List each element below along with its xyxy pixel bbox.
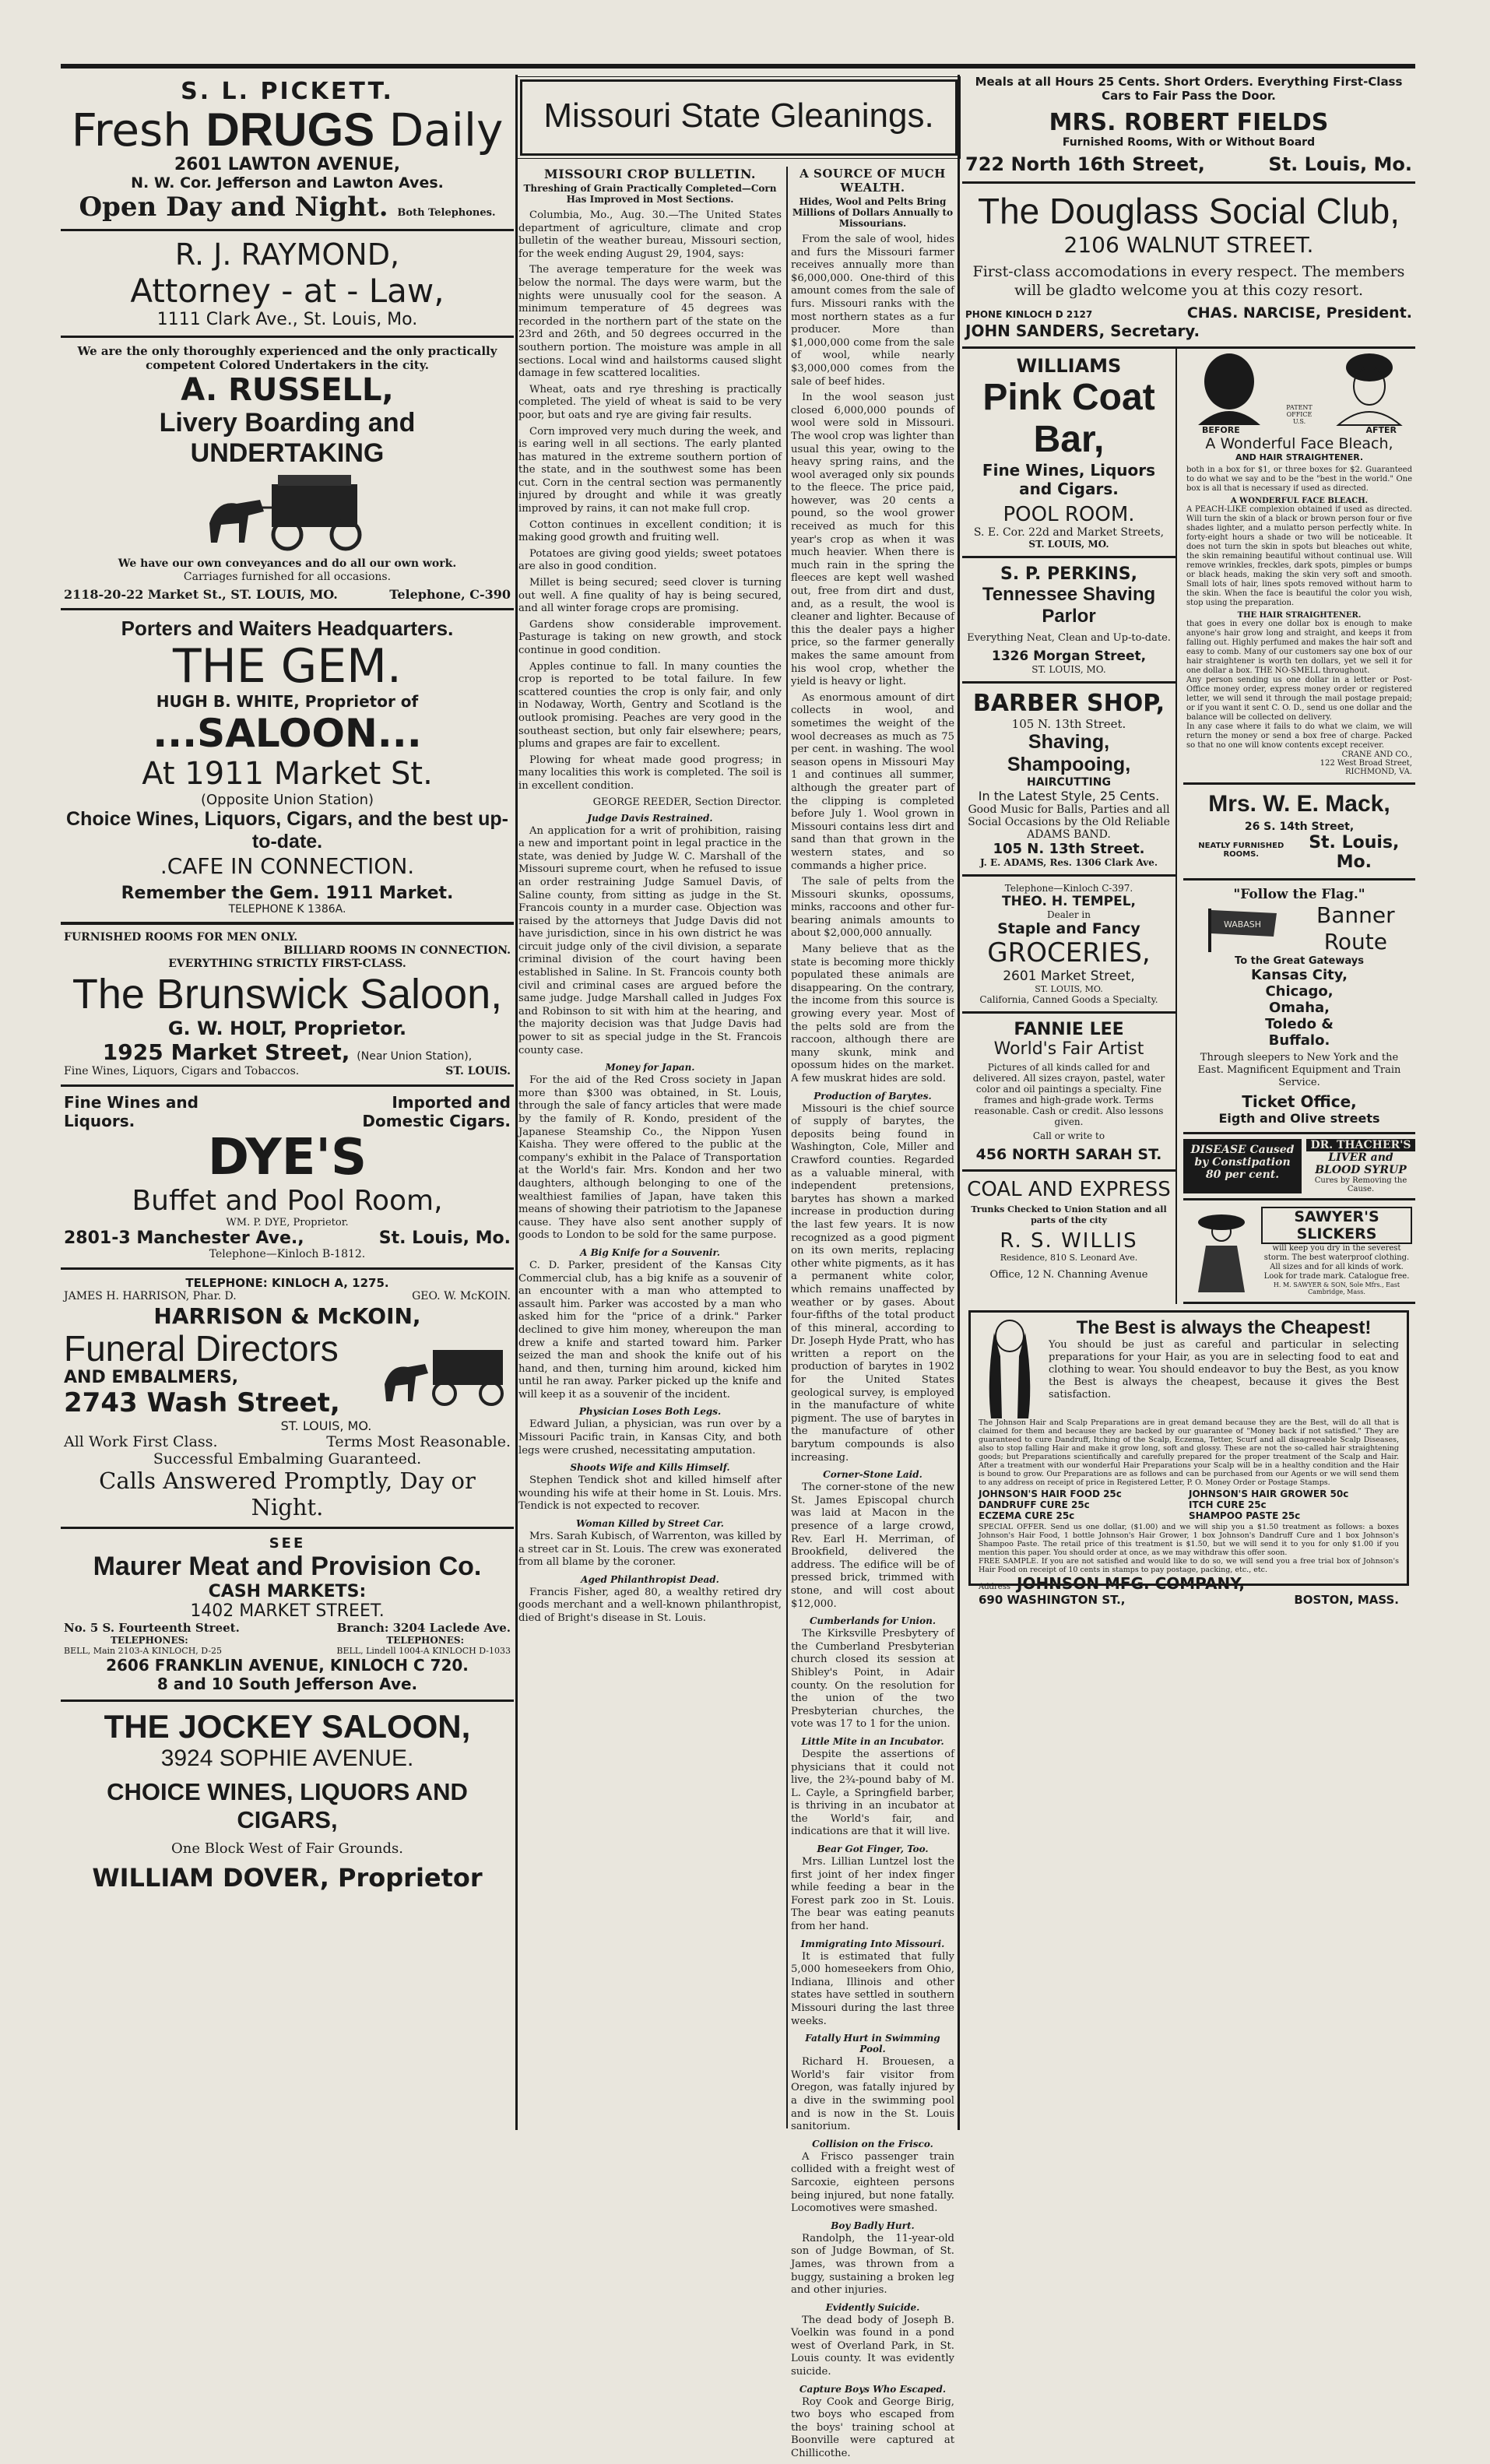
maurer-ad: SEE Maurer Meat and Provision Co. CASH MARKETS: 1402 MARKET STREET. No. 5 S. Fourteenth Street. Branch: 3204 Laclede Ave. TELEPHONES: TELEPHONES: BELL, Main 2103-A KINLOCH, D-25 BELL, Lindell 1004-A KINLOCH D-1033 2606 FRANKLIN AVENUE, KINLOCH C 720. 8 and 10 South Jefferson Ave. <box>61 1529 514 1702</box>
woman-before-icon <box>1186 350 1272 425</box>
face-bleach-ad: PATENT OFFICE U.S. BEFORE AFTER A Wonderful Face Bleach, AND HAIR STRAIGHTENER. both in a box for $1, or three boxes for $2. Guaranteed to do what we say and to be the "best in the world." One box is all that is necessary if used as directed. A WONDERFUL FACE BLEACH. A PEACH-LIKE complexion obtained if used as directed. Will turn the skin of a black or brown person four or five shades lighter, and a mulatto person perfectly white. In forty-eight hours a shade or two will be noticeable. It does not turn the skin in spots but bleaches out white, the skin remaining beautiful without continual use. Will remove wrinkles, freckles, dark spots, pimples or bumps or black heads, making the skin very soft and smooth. Small lots of hair, lines spots removed without harm to the skin. When the face is beautiful the color you wish, stop using the preparation. THE HAIR STRAIGHTENER. that goes in every one dollar box is enough to make anyone's hair grow long and straight, and keeps it from falling out. Highly perfumed and makes the hair soft and easy to comb. Many of our customers say one box of our hair straightener is worth ten dollars, yet we sell it for one dollar a box. THE NO-SMELL throughout. Any person sending us one dollar in a letter or Post-Office money order, express money order or registered letter, we will send it through the mail postage prepaid; or if you want it sent C. O. D., send us one dollar and the balance will be collected on delivery. In any case where it fails to do what we claim, we will return the money or send a box free of charge. Packed so that no one will know contents except receiver. CRANE AND CO., 122 West Broad Street, RICHMOND, VA. <box>1183 349 1415 785</box>
man-in-slicker-icon <box>1186 1207 1256 1292</box>
gem-ad: Porters and Waiters Headquarters. THE GEM. HUGH B. WHITE, Proprietor of ...SALOON... At 1911 Market St. (Opposite Union Station) Choice Wines, Liquors, Cigars, and the best up-to-date. .CAFE IN CONNECTION. Remember the Gem. 1911 Market. TELEPHONE K 1386A. <box>61 610 514 925</box>
johnson-ad: The Best is always the Cheapest! You should be just as careful and particular in selecting preparations for your Hair, as you are in selecting food to eat and clothing to wear. You should endeavor to buy the Best, as you know the Best is always the cheapest, because it gives the Best satisfaction. The Johnson Hair and Scalp Preparations are in great demand because they are the Best, will do all that is claimed for them and because they are backed by our guarantee of "Money back if not satisfied." They are guaranteed to cure Dandruff, Itching of the Scalp, Eczema, Tetter, Scurf and all disagreeable Scalp Diseases, also to stop falling Hair and make it grow long, soft and glossy. These are not the so-called hair straightening goods; but Preparations scientifically and carefully prepared for the proper treatment of the Scalp and Hair. After a treatment with our wonderful Hair Preparations your Scalp will be in a healthy condition and the Hair is bound to grow. Our Preparations are as follows and can be purchased from our Agents or we will send them to any address on receipt of price in Registered Letter, P. O. Money Order or Postage Stamps. JOHNSON'S HAIR FOOD 25c JOHNSON'S HAIR GROWER 50c DANDRUFF CURE 25c ITCH CURE 25c ECZEMA CURE 25c SHAMPOO PASTE 25c SPECIAL OFFER. Send us one dollar, ($1.00) and we will ship you a $1.50 treatment as follows: a boxes Johnson's Hair Food, 1 bottle Johnson's Hair Grower, 1 box Johnson's Dandruff Cure and 1 box Johnson's Shampoo Paste. The retail price of this treatment is $1.50, but we will send it to you for only $1.00 if you mention this paper. You should order at once, as we may withdraw this offer soon. FREE SAMPLE. If you are not satisfied and would like to do so, we will send you a free trial box of Johnson's Hair Food on receipt of 10 cents in stamps to pay postage, packing, etc., etc. Address JOHNSON MFG. COMPANY, 690 WASHINGTON ST., BOSTON, MASS. <box>968 1310 1409 1586</box>
flag-icon <box>1204 905 1281 952</box>
article-column-1: MISSOURI CROP BULLETIN. Threshing of Grain Practically Completed—Corn Has Improved in Most Sections. Columbia, Mo., Aug. 30.—The United States department of agriculture, climate and crop bulletin of the weather bureau, Missouri section, for the week ending August 29, 1904, says: The average temperature for the week was below the normal. The days were warm, but the nights were unusually cool for the season. A minimum temperature of 45 degrees was recorded in the northern part of the state on the 23rd and 26th, and 50 degrees occurred in the southern portion. The moisture was ample in all sections. Local wind and hailstorms caused slight damage in few scattered localities. Wheat, oats and rye threshing is practically completed. The yield of wheat is said to be very poor, but oats and rye are giving fair results. Corn improved very much during the week, and is earing well in all sections. The early planted has matured in the extreme southern portion of the state, and in the southwest some has been cut. Corn in the central section was permanently injured by drought and while it was greatly improved by rains, it can not make full crop. Cotton continues in excellent condition; it is making good growth and fruiting well. Potatoes are giving good yields; sweet potatoes are also in good condition. Millet is being secured; seed clover is turning out well. A fine quality of hay is being secured, and all winter forage crops are promising. Gardens show considerable improvement. Pasturage is taking on new growth, and stock continue in good condition. Apples continue to fall. In many counties the crop is reported to be total failure. In few scattered counties the crop is only fair, and only in Nodaway, Worth, Gentry and Scotland is the outlook promising. Peaches are very good in the southeast section, but only fair elsewhere; pears, plums and grapes are fair to excellent. Plowing for wheat made good progress; in many localities this work is completed. The soil is in excellent condition. GEORGE REEDER, Section Director. Judge Davis Restrained. An application for a writ of prohibition, raising a new and important point in legal practice in the state, was denied by Judge W. C. Marshall of the Missouri supreme court, when he refused to issue an order restraining Judge Samuel Davis, of Saline county, from sitting as judge in the St. Francois county in a murder case. Objection was raised by the attorneys that Judge Davis did not have jurisdiction, since in his own district he was circuit judge only of the civil division, a separate criminal division of the court having been established in Saline. In St. Francois county both civil and criminal cases are argued before the same judge. Judge Marshall called in Judges Fox and Robinson to sit with him at the hearing, and the majority decision was that Judge Davis had power to sit as special judge in the St. Francois county case. Money for Japan. For the aid of the Red Cross society in Japan more than $300 was obtained, in St. Louis, through the sale of fancy articles that were made by the family of R. Kondo, president of the Japanese Steamship Co., the Nippon Yusen Kaisha. They were offered to the public at the company's exhibit in the Palace of Transportation at the World's fair. Mrs. Kondon and her two daughters, although belonging to one of the wealthiest families of Japan, have taken this means of showing their patriotism to the Japanese cause. They have also sent another supply of goods to London to be sold for the same purpose. A Big Knife for a Souvenir. C. D. Parker, president of the Kansas City Commercial club, has a big knife as a souvenir of an encounter with a man who attempted to assault him. Parker was accosted by a man who asked him for the "price of a drink." Parker declined to give him money, whereupon the man drew a knife and started toward him. Parker seized the man and shook the knife out of his hand, and then, turning him around, kicked him until he ran away. Parker picked up the knife and will keep it as a souvenir of the incident. Physician Loses Both Legs. Edward Julian, a physician, was run over by a Missouri Pacific train, in Kansas City, and both legs were crushed, necessitating amputation. Shoots Wife and Kills Himself. Stephen Tendick shot and killed himself after wounding his wife at their home in St. Louis. Mrs. Tendick is not expected to recover. Woman Killed by Street Car. Mrs. Sarah Kubisch, of Warrenton, was killed by a street car in St. Louis. The crew was exonerated from all blame by the coroner. Aged Philanthropist Dead. Francis Fisher, aged 80, a wealthy retired dry goods merchant and a well-known philanthropist, died of Bright's disease in St. Louis. <box>518 167 782 1624</box>
woman-after-icon <box>1327 350 1412 425</box>
wabash-route-ad: "Follow the Flag." WABASH Banner Route To the Great Gateways Kansas City, Chicago, Omaha, Toledo & Buffalo. Through sleepers to New York and the East. Magnificent Equipment and Train Service. Ticket Office, Eigth and Olive streets <box>1183 881 1415 1134</box>
perkins-ad: S. P. PERKINS, Tennessee Shaving Parlor Everything Neat, Clean and Up-to-date. 1326 Morgan Street, ST. LOUIS, MO. <box>962 558 1175 684</box>
column-rule <box>515 75 518 2130</box>
article-title: A SOURCE OF MUCH WEALTH. <box>799 167 946 195</box>
section-masthead: Missouri State Gleanings. <box>520 79 958 156</box>
williams-ad: WILLIAMS Pink Coat Bar, Fine Wines, Liquors and Cigars. POOL ROOM. S. E. Cor. 22d and Market Streets, ST. LOUIS, MO. <box>962 349 1175 558</box>
harrison-mckoin-ad: TELEPHONE: KINLOCH A, 1275. JAMES H. HARRISON, Phar. D. GEO. W. McKOIN. HARRISON & McKOIN, Funeral Directors AND EMBALMERS, 2743 Wash Street, ST. LOUIS, MO. All Work First Class. Terms Most Reasonable. Successful Embalming Guaranteed. Calls Answered Promptly, Day or Night. <box>61 1270 514 1529</box>
ads-column-right <box>962 75 1415 1607</box>
svg-text:WABASH: WABASH <box>1224 919 1262 930</box>
right-subcolumns <box>962 349 1415 1304</box>
fannie-lee-ad: FANNIE LEE World's Fair Artist Pictures of all kinds called for and delivered. All sizes crayon, pastel, water color and oil paintings a specialty. Fine frames and high-grade work. Terms reasonable. Cash or credit. Also lessons given. Call or write to 456 NORTH SARAH ST. <box>962 1014 1175 1172</box>
right-subcolumn-b <box>1177 349 1415 1304</box>
mack-rooms-ad: Mrs. W. E. Mack, 26 S. 14th Street, NEATLY FURNISHED ROOMS. St. Louis, Mo. <box>1183 785 1415 881</box>
tempel-grocery-ad: Telephone—Kinloch C-397. THEO. H. TEMPEL, Dealer in Staple and Fancy GROCERIES, 2601 Market Street, ST. LOUIS, MO. California, Canned Goods a Specialty. <box>962 877 1175 1014</box>
russell-ad: We are the only thoroughly experienced and the only practically competent Colored Undertakers in the city. A. RUSSELL, Livery Boarding and UNDERTAKING We have our own conveyances and do all our own work. Carriages furnished for all occasions. 2118-20-22 Market St., ST. LOUIS, MO. Telephone, C-390 <box>61 338 514 610</box>
dye-ad: Fine Wines and Liquors. Imported and Domestic Cigars. DYE'S Buffet and Pool Room, WM. P. DYE, Proprietor. 2801-3 Manchester Ave., St. Louis, Mo. Telephone—Kinloch B-1812. <box>61 1087 514 1270</box>
column-rule <box>786 167 788 2128</box>
column-rule <box>958 75 960 2130</box>
douglass-club-ad: The Douglass Social Club, 2106 WALNUT STREET. First-class accomodations in every respect. The members will be gladto welcome you at this cozy resort. PHONE KINLOCH D 2127 CHAS. NARCISE, President. JOHN SANDERS, Secretary. <box>962 184 1415 349</box>
brunswick-ad: FURNISHED ROOMS FOR MEN ONLY. BILLIARD ROOMS IN CONNECTION. EVERYTHING STRICTLY FIRST-CLASS. The Brunswick Saloon, G. W. HOLT, Proprietor. 1925 Market Street, (Near Union Station), Fine Wines, Liquors, Cigars and Tobaccos. ST. LOUIS. <box>61 925 514 1087</box>
article-title: MISSOURI CROP BULLETIN. <box>544 167 756 181</box>
right-subcolumn-a <box>962 349 1177 1304</box>
raymond-ad: R. J. RAYMOND, Attorney - at - Law, 1111 Clark Ave., St. Louis, Mo. <box>61 231 514 338</box>
coal-express-ad: COAL AND EXPRESS Trunks Checked to Union Station and all parts of the city R. S. WILLIS Residence, 810 S. Leonard Ave. Office, 12 N. Channing Avenue <box>967 1178 1171 1281</box>
top-rule <box>61 64 1415 69</box>
sawyer-slickers-ad: SAWYER'S SLICKERS will keep you dry in the severest storm. The best waterproof clothing. All sizes and for all kinds of work. Look for trade mark. Catalogue free. H. M. SAWYER & SON, Sole Mfrs., East Cambridge, Mass. <box>1183 1200 1415 1304</box>
article-column-2: A SOURCE OF MUCH WEALTH. Hides, Wool and Pelts Bring Millions of Dollars Annually to Missourians. From the sale of wool, hides and furs the Missouri farmer receives annually more than $6,000,000. One-third of this amount comes from the sale of furs. Missouri ranks with the most northern states as a fur producer. More than $1,000,000 come from the sale of wool, while nearly $3,000,000 comes from the sale of beef hides. In the wool season just closed 6,000,000 pounds of wool were sold in Missouri. The wool crop was lighter than usual this year, owing to the heavy spring rains, and the wool averaged only six pounds to the fleece. The price paid, however, was 20 cents a pound, so the wool grower received as much for this year's crop as when it was much heavier. When there is much rain in the spring the fleeces are kept well washed out, free from dirt and dust, and, as a result, the wool is cleaner and lighter. Because of this the dealer pays a higher price, so the farmer generally makes the same amount from his wool crop, whether the yield is heavy or light. As enormous amount of dirt collects in wool, and sometimes the weight of the wool decreases as much as 75 per cent. in washing. The wool season opens in Missouri May 1 and continues all summer, although the greater part of the clipping is completed before July 1. Wool grown in Missouri contains less dirt and sand than that grown in the western states, and so commands a higher price. The sale of pelts from the Missouri skunks, opossums, minks, raccoons and other fur-bearing animals amounts to about $2,000,000 annually. Many believe that as the state is becoming more thickly populated these animals are disappearing. On the contrary, the income from this source is growing every year. Most of the pelts sold are from the raccoon, although there are many skunk, mink and opossum hides on the market. A few muskrat hides are sold. Production of Barytes. Missouri is the chief source of supply of barytes, the deposits being found in Washington, Cole, Miller and Crawford counties. Regarded as a valuable mineral, with independent pretensions, barytes has shown a marked increase in production during the last few years. It is now recognized as a good pigment on its own merits, replacing other white pigments, as it has a permanent white color, which remains unaffected by weather or by gases. About four-fifths of the total product of this mineral, according to Dr. Joseph Hyde Pratt, who has written a report on the production of barytes in 1902 for the United States geological survey, is employed in the manufacture of white pigment. The use of barytes in the manufacture of other barytum compounds is also increasing. Corner-Stone Laid. The corner-stone of the new St. James Episcopal church was laid at Macon in the presence of a large crowd, Rev. Earl H. Merriman, of Brookfield, delivered the address. The edifice will be of pressed brick, trimmed with stone, and will cost about $12,000. Cumberlands for Union. The Kirksville Presbytery of the Cumberland Presbyterian church closed its session at Shibley's Point, in Adair county. On the resolution for the union of the two Presbyterian churches, the vote was 17 to 1 for the union. Little Mite in an Incubator. Despite the assertions of physicians that it could not live, the 2¾-pound baby of M. L. Cayle, a Springfield barber, is thriving in an incubator at the World's fair, and indications are that it will live. Bear Got Finger, Too. Mrs. Lillian Luntzel lost the first joint of her index finger while feeding a bear in the Forest park zoo in St. Louis. The bear was eating peanuts from her hand. Immigrating Into Missouri. It is estimated that fully 5,000 homeseekers from Ohio, Indiana, Illinois and other states have settled in southern Missouri during the last three weeks. Fatally Hurt in Swimming Pool. Richard H. Brouesen, a World's fair visitor from Oregon, was fatally injured by a dive in the swimming pool and is now in the St. Louis sanitorium. Collision on the Frisco. A Frisco passenger train collided with a freight west of Sarcoxie, eighteen persons being injured, but none fatally. Locomotives were smashed. Boy Badly Hurt. Randolph, the 11-year-old son of Judge Bowman, of St. James, was thrown from a buggy, sustaining a broken leg and other injuries. Evidently Suicide. The dead body of Joseph B. Voelkin was found in a pond west of Overland Park, in St. Louis county. It was evidently suicide. Capture Boys Who Escaped. Roy Cook and George Birig, two boys who escaped from the boys' training school at Boonville were captured at Chillicothe. <box>791 167 954 2460</box>
fields-ad: Meals at all Hours 25 Cents. Short Orders. Everything First-Class Cars to Fair Pass the Door. MRS. ROBERT FIELDS Furnished Rooms, With or Without Board 722 North 16th Street, St. Louis, Mo. <box>962 75 1415 184</box>
jockey-saloon-ad: THE JOCKEY SALOON, 3924 SOPHIE AVENUE. CHOICE WINES, LIQUORS AND CIGARS, One Block West of Fair Grounds. WILLIAM DOVER, Proprietor <box>92 1708 483 1893</box>
barber-shop-ad: BARBER SHOP, 105 N. 13th Street. Shaving, Shampooing, HAIRCUTTING In the Latest Style, 25 Cents. Good Music for Balls, Parties and all Social Occasions by the Old Reliable ADAMS BAND. 105 N. 13th Street. J. E. ADAMS, Res. 1306 Clark Ave. <box>962 684 1175 877</box>
woman-long-hair-icon <box>979 1317 1041 1418</box>
thacher-syrup-ad: DISEASE Caused by Constipation 80 per cent. DR. THACHER'S LIVER and BLOOD SYRUP Cures by Removing the Cause. <box>1183 1134 1415 1200</box>
hearse-icon <box>194 469 381 554</box>
hearse-icon <box>378 1339 511 1409</box>
pickett-ad: S. L. PICKETT. Fresh DRUGS Daily 2601 LAWTON AVENUE, N. W. Cor. Jefferson and Lawton Aves. Open Day and Night. Both Telephones. <box>61 75 514 231</box>
ads-column-left <box>61 75 514 1899</box>
newspaper-page <box>61 64 1454 2460</box>
